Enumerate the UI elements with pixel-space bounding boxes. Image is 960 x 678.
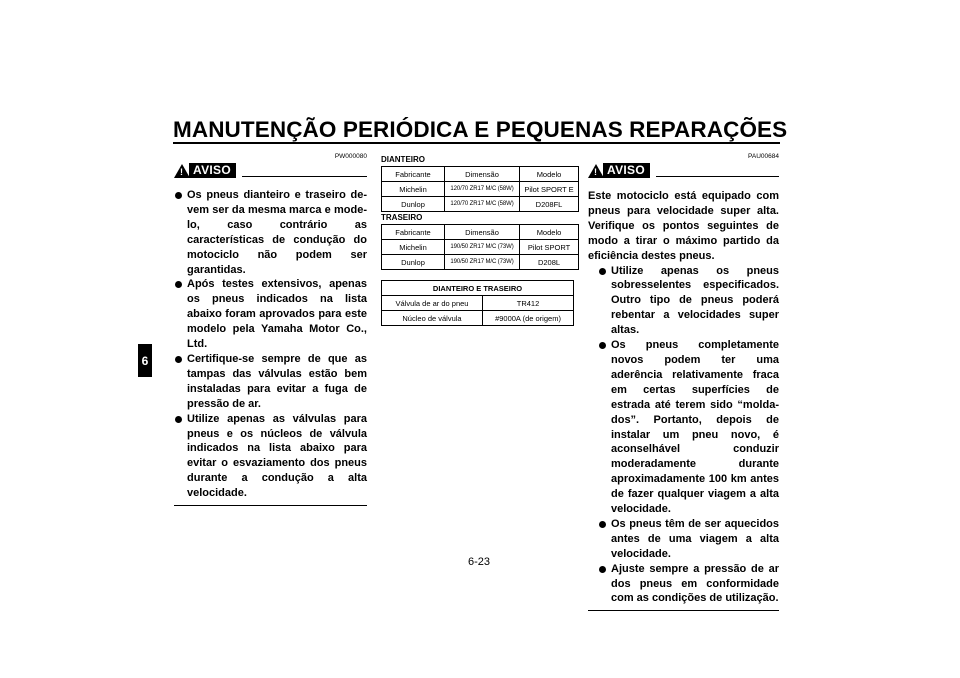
- bullet-dot-icon: [599, 566, 606, 573]
- list-item: Os pneus têm de ser aquecidos antes de uma viagem a alta velocidade.: [598, 517, 779, 562]
- table-row: [382, 255, 579, 270]
- table-header-row: [382, 225, 579, 240]
- table-row: [382, 311, 574, 326]
- valve-section: [381, 280, 574, 326]
- table-cell: Dunlop: [382, 255, 445, 270]
- list-item: Utilize apenas os pneus sobresselentes especificados. Outro tipo de pneus poderá rebentar a velocidades super altas.: [598, 264, 779, 339]
- rear-tyre-table: [381, 224, 579, 270]
- left-warning-code: PW000080: [334, 153, 367, 160]
- valve-table-heading: DIANTEIRO E TRASEIRO: [382, 281, 574, 296]
- page-number: 6-23: [467, 556, 491, 568]
- right-warning-intro: Este motociclo está equipado com pneus para velocidade super alta. Verifique os pontos seguintes de modo a tirar o máximo partido da eficiência destes pneus.: [588, 190, 779, 262]
- table-cell: D208L: [520, 255, 579, 270]
- warning-triangle-icon: !: [174, 164, 190, 178]
- warning-label: AVISO: [603, 163, 650, 178]
- table-cell: #9000A (de origem): [483, 311, 574, 326]
- bullet-dot-icon: [599, 342, 606, 349]
- section-end-rule: [588, 610, 779, 611]
- left-warning-badge: [174, 163, 367, 178]
- section-end-rule: [174, 505, 367, 506]
- header-cell: Fabricante: [382, 225, 445, 240]
- front-tyre-section: [381, 155, 579, 212]
- table-cell: D208FL: [520, 197, 579, 212]
- table-cell: Michelin: [382, 240, 445, 255]
- table-row: [382, 296, 574, 311]
- left-warning-section: [174, 153, 367, 506]
- header-cell: Dimensão: [445, 167, 520, 182]
- right-warning-badge: [588, 163, 779, 178]
- bullet-dot-icon: [175, 356, 182, 363]
- list-item: Ajuste sempre a pressão de ar dos pneus em conformidade com as condições de utilização.: [598, 562, 779, 607]
- table-header-row: [382, 167, 579, 182]
- bullet-dot-icon: [175, 192, 182, 199]
- list-item: Utilize apenas as válvulas para pneus e os núcleos de válvula indicados na lista abaixo para evitar o esvaziamento dos pneus durante a condução a alta velocidade.: [174, 412, 367, 501]
- table-cell: 190/50 ZR17 M/C (73W): [445, 240, 520, 255]
- table-cell: Pilot SPORT: [520, 240, 579, 255]
- list-item: Certifique-se sempre de que as tampas das válvulas estão bem instaladas para evitar a fuga de pressão de ar.: [174, 352, 367, 412]
- header-cell: Dimensão: [445, 225, 520, 240]
- list-item: Os pneus completamente novos podem ter uma aderência relativamente fraca em certas superfícies de estrada até terem sido “moldados”. Portanto, depois de instalar um pneu novo, é aconselhável conduzir moderadamente durante aproximadamente 100 km antes de fazer qualquer viagem a alta velocidade.: [598, 338, 779, 517]
- header-cell: Modelo: [520, 225, 579, 240]
- title-underline: [173, 142, 780, 144]
- table-cell: Pilot SPORT E: [520, 182, 579, 197]
- table-cell: Núcleo de válvula: [382, 311, 483, 326]
- warning-triangle-icon: !: [588, 164, 604, 178]
- bullet-dot-icon: [175, 416, 182, 423]
- badge-rule: [242, 176, 367, 177]
- right-warning-code: PAU00684: [748, 153, 779, 160]
- front-tyre-table: [381, 166, 579, 212]
- chapter-tab: 6: [138, 344, 152, 377]
- warning-label: AVISO: [189, 163, 236, 178]
- rear-heading: TRASEIRO: [381, 213, 423, 222]
- table-cell: 120/70 ZR17 M/C (58W): [445, 182, 520, 197]
- valve-table: [381, 280, 574, 326]
- bullet-dot-icon: [599, 268, 606, 275]
- table-row: [382, 240, 579, 255]
- badge-rule: [656, 176, 779, 177]
- table-cell: 190/50 ZR17 M/C (73W): [445, 255, 520, 270]
- bullet-dot-icon: [599, 521, 606, 528]
- right-warning-list: [598, 264, 779, 607]
- page-title: MANUTENÇÃO PERIÓDICA E PEQUENAS REPARAÇÕES: [173, 117, 788, 142]
- table-cell: Dunlop: [382, 197, 445, 212]
- header-cell: Fabricante: [382, 167, 445, 182]
- list-item: Após testes extensivos, apenas os pneus indicados na lista abaixo foram aprovados para este modelo pela Yamaha Motor Co., Ltd.: [174, 277, 367, 352]
- table-cell: TR412: [483, 296, 574, 311]
- front-heading: DIANTEIRO: [381, 155, 425, 164]
- table-row: [382, 197, 579, 212]
- table-cell: Michelin: [382, 182, 445, 197]
- table-row: [382, 182, 579, 197]
- bullet-dot-icon: [175, 281, 182, 288]
- list-item: Os pneus dianteiro e traseiro devem ser da mesma marca e modelo, caso contrário as características de condução do motociclo não podem ser garantidas.: [174, 188, 367, 277]
- right-warning-section: [588, 153, 779, 611]
- table-cell: 120/70 ZR17 M/C (58W): [445, 197, 520, 212]
- header-cell: Modelo: [520, 167, 579, 182]
- table-cell: Válvula de ar do pneu: [382, 296, 483, 311]
- table-header-row: [382, 281, 574, 296]
- left-warning-list: [174, 188, 367, 501]
- rear-tyre-section: [381, 213, 579, 270]
